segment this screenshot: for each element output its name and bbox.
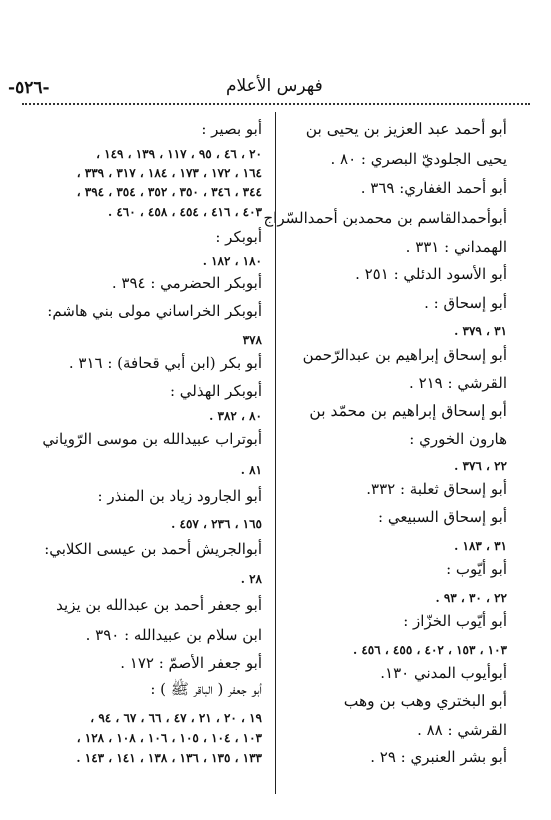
- index-line: أبو أحمد عبد العزيز بن يحيى بن: [305, 120, 507, 138]
- index-line: أبو بشر العنبري : ٢٩ .: [370, 748, 507, 766]
- index-page-refs: ١٦٤ ، ١٧٢ ، ١٧٣ ، ١٨٤ ، ٣١٧ ، ٣٣٩ ،: [76, 166, 262, 180]
- index-line: يحيى الجلوديّ البصري : ٨٠ .: [330, 150, 507, 168]
- index-page-refs: ٢٢ ، ٣٠ ، ٩٣ .: [435, 591, 507, 605]
- index-page-refs: ٨٠ ، ٣٨٢ .: [209, 409, 262, 423]
- index-line: أبوأيوب المدني ١٣٠.: [380, 664, 507, 682]
- header-dotted-rule: [22, 103, 530, 105]
- index-page-refs: ١٠٣ ، ١٥٣ ، ٤٠٢ ، ٤٥٥ ، ٤٥٦ .: [352, 643, 507, 657]
- index-line: أبو جعفر الأصمّ : ١٧٢ .: [120, 654, 262, 672]
- index-line: أبوبكر الهذلي :: [169, 382, 262, 400]
- index-line: القرشي : ٢١٩ .: [409, 374, 507, 392]
- running-title: فهرس الأعلام: [226, 76, 323, 96]
- index-line: أبو إسحاق إبراهيم بن محمّد بن: [309, 402, 507, 420]
- page-header: [0, 72, 551, 102]
- column-divider: [275, 112, 276, 794]
- index-line: أبو إسحاق السبيعي :: [378, 508, 507, 526]
- index-line: أبو أحمد الغفاري: ٣٦٩ .: [360, 179, 507, 197]
- index-line: أبو إسحاق ثعلبة : ٣٣٢.: [366, 480, 507, 498]
- index-page-refs: ٢٠ ، ٤٦ ، ٩٥ ، ١١٧ ، ١٣٩ ، ١٤٩ ،: [96, 147, 262, 161]
- index-line: أبو البختري وهب بن وهب: [343, 692, 507, 710]
- index-line: هارون الخوري :: [409, 430, 507, 448]
- index-line: أبوبكر :: [215, 228, 262, 246]
- index-page-refs: ١٣٣ ، ١٣٥ ، ١٣٦ ، ١٣٨ ، ١٤١ ، ١٤٣ .: [76, 751, 262, 765]
- index-line: الهمداني : ٣٣١ .: [405, 238, 507, 256]
- index-page-refs: ٢٢ ، ٣٧٦ .: [454, 459, 507, 473]
- index-page-refs: ٣٧٨: [242, 333, 262, 347]
- index-line: أبو الجارود زياد بن المنذر :: [97, 487, 262, 505]
- index-line: أبوتراب عبيدالله بن موسى الرّوياني: [42, 430, 262, 448]
- index-column-right: [263, 114, 507, 804]
- index-line: أبو جعفر أحمد بن عبدالله بن يزيد: [56, 596, 262, 614]
- index-page-refs: ١٩ ، ٢٠ ، ٢١ ، ٤٧ ، ٦٦ ، ٦٧ ، ٩٤ ،: [90, 711, 262, 725]
- index-page-refs: ٣١ ، ٣٧٩ .: [454, 324, 507, 338]
- index-line: أبوالجريش أحمد بن عيسى الكلابي:: [44, 540, 262, 558]
- index-line: أبو بكر (ابن أبي قحافة) : ٣١٦ .: [68, 354, 262, 372]
- index-line: أبو أيّوب الخزّاز :: [403, 612, 507, 630]
- index-line: أبو الأسود الدئلي : ٢٥١ .: [355, 265, 507, 283]
- index-column-left: [24, 114, 262, 804]
- index-line: القرشي : ٨٨ .: [417, 721, 507, 739]
- index-page-refs: ٢٨ .: [240, 572, 262, 586]
- index-page-refs: ٤٠٣ ، ٤١٦ ، ٤٥٤ ، ٤٥٨ ، ٤٦٠ .: [107, 205, 262, 219]
- index-page-refs: ٨١ .: [240, 463, 262, 477]
- index-page-refs: ٣١ ، ١٨٣ .: [454, 539, 507, 553]
- index-line: ابن سلام بن عبيدالله : ٣٩٠ .: [85, 626, 262, 644]
- index-page-refs: ١٠٣ ، ١٠٤ ، ١٠٥ ، ١٠٦ ، ١٠٨ ، ١٢٨ ،: [76, 731, 262, 745]
- index-line: أبوأحمدالقاسم بن محمدبن أحمدالسّراج: [263, 209, 507, 227]
- index-line: أبو بصير :: [201, 120, 262, 138]
- index-line: أبو جعفر ( الباقر ﷺ ) :: [150, 680, 262, 698]
- index-page-refs: ١٨٠ ، ١٨٢ .: [202, 254, 262, 268]
- page-number: -٥٢٦-: [8, 78, 50, 98]
- index-page-refs: ٣٤٤ ، ٣٤٦ ، ٣٥٠ ، ٣٥٢ ، ٣٥٤ ، ٣٩٤ ،: [76, 185, 262, 199]
- index-line: أبوبكر الحضرمي : ٣٩٤ .: [111, 274, 262, 292]
- index-line: أبوبكر الخراساني مولى بني هاشم:: [47, 302, 262, 320]
- index-line: أبو إسحاق : .: [424, 294, 507, 312]
- index-line: أبو أيّوب :: [446, 560, 507, 578]
- index-page-refs: ١٦٥ ، ٢٣٦ ، ٤٥٧ .: [171, 517, 262, 531]
- index-line: أبو إسحاق إبراهيم بن عبدالرّحمن: [302, 346, 507, 364]
